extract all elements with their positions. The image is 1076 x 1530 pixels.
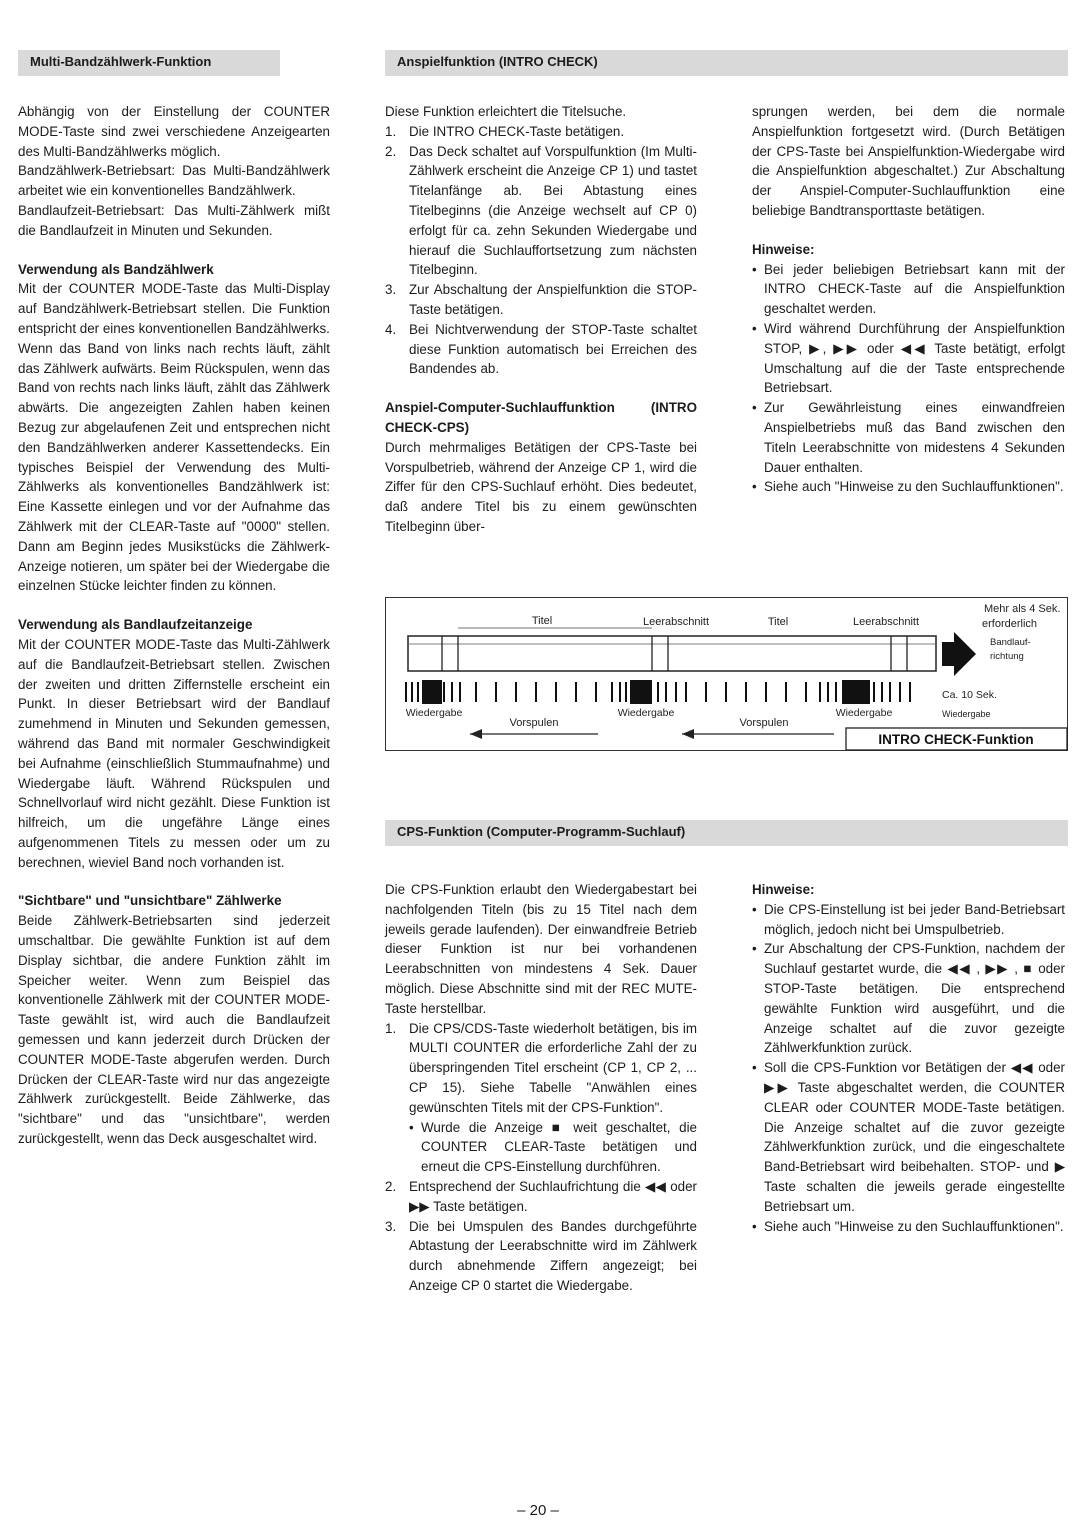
label-playback-3: Wiedergabe [835,707,893,719]
list-item: • Wird während Durchführung der Anspielfunktion STOP, ▶, ▶▶ oder ◀◀ Taste betätigt, erfolgt Umschaltung auf die der Taste entsprechende Betriebsart. [752,319,1065,398]
paragraph: Diese Funktion erleichtert die Titelsuche. [385,104,627,119]
diagram-caption: INTRO CHECK-Funktion [878,732,1034,747]
label-playback-note: Wiedergabe [942,709,991,719]
paragraph: sprungen werden, bei dem die normale Anspielfunktion fortgesetzt wird. (Durch Betätigen der CPS-Taste bei Anspielfunktion-Wiedergabe wird die Anspielfunktion abgeschaltet.) Zur Abschaltung der Anspiel-Computer-Suchlauffunktion eine beliebige Bandtransporttaste betätigen. [752,104,1065,218]
column-intro-check [385,102,697,537]
list-item: • Siehe auch "Hinweise zu den Suchlauffunktionen". [752,1217,1065,1237]
column-cps [385,880,697,1296]
section-title-intro: Anspielfunktion (INTRO CHECK) [397,54,598,69]
rewind-arrow-2 [682,729,694,739]
list-item: 2. Das Deck schaltet auf Vorspulfunktion (Im Multi-Zählwerk erscheint die Anzeige CP 1) und tastet Titelanfänge ab. Bei Abtastung eines Titelbeginns (die Anzeige wechselt auf CP 0) erfolgt für ca. zehn Sekunden Wiedergabe und hierauf die Suchlauffortsetzung zum nächsten Titelbeginn. [385,143,697,278]
section-header-cps [385,820,1068,846]
step-list [385,122,697,379]
column-multi-counter [18,102,330,1149]
label-approx-10s: Ca. 10 Sek. [942,689,997,701]
list-item: 2. Entsprechend der Suchlaufrichtung die ◀◀ oder ▶▶ Taste betätigen. [385,1178,697,1214]
column-cps-notes [752,880,1065,1236]
paragraph: Bandzählwerk-Betriebsart: Das Multi-Bandzählwerk arbeitet wie ein konventionelles Bandzählwerk. [18,163,330,199]
intro-check-diagram [385,597,1068,751]
label-min-gap: Mehr als 4 Sek. [984,603,1061,615]
subheading: Anspiel-Computer-Suchlauffunktion (INTRO CHECK-CPS) [385,400,697,435]
paragraph: Bandlaufzeit-Betriebsart: Das Multi-Zählwerk mißt die Bandlaufzeit in Minuten und Sekunden. [18,202,330,238]
column-intro-notes [752,102,1065,497]
list-item: 1. Die CPS/CDS-Taste wiederholt betätigen, bis im MULTI COUNTER die erforderliche Zahl der zu überspringenden Titel erscheint (CP 1, CP 2, ... CP 15). Siehe Tabelle "Anwählen eines gewünschten Titels mit der CPS-Funktion". • Wurde die Anzeige ■ weit geschaltet, die COUNTER CLEAR-Taste betätigen und erneut die CPS-Einstellung durchführen. [385,1019,697,1177]
step-list [385,1019,697,1296]
label-gap-1: Leerabschnitt [642,616,710,628]
subheading: Hinweise: [752,241,815,257]
label-tape-dir-1: Bandlauf- [990,637,1031,648]
playback-block-2 [630,680,652,704]
playback-block-1 [422,680,442,704]
label-required: erforderlich [982,618,1038,630]
note-list [752,900,1065,1237]
label-ffwd-2: Vorspulen [739,717,789,729]
paragraph: Durch mehrmaliges Betätigen der CPS-Taste bei Vorspulbetrieb, während der Anzeige CP 1, wird die Ziffer für den CPS-Suchlauf erhöht. Dies bedeutet, daß andere Titel bis zu einem gewünschten Titelbeginn über- [385,439,697,534]
label-playback-2: Wiedergabe [617,707,675,719]
paragraph: Mit der COUNTER MODE-Taste das Multi-Display auf Bandzählwerk-Betriebsart stellen. Die Funktion entspricht der eines konventionellen Bandzählwerks. [18,281,330,336]
paragraph: Mit der COUNTER MODE-Taste das Multi-Zählwerk auf die Bandlaufzeit-Betriebsart stellen. Zwischen der zweiten und dritten Ziffernstelle erscheint ein Punkt. In dieser Betriebsart wird der Bandlauf zumehmend in Minuten und Sekunden gemessen, während das Band mit normaler Geschwindigkeit bei Aufnahme (einschließlich Stummaufnahme) und Wiedergabe läuft. Während Rückspulen und Schnellvorlauf wird nicht gezählt. Diese Funktion ist hilfreich, um die ungefähre Länge eines aufgenommenen Titels zu messen oder um zu berechnen, wieviel Band noch vorhanden ist. [18,636,330,870]
sub-note: • Wurde die Anzeige ■ weit geschaltet, die COUNTER CLEAR-Taste betätigen und erneut die CPS-Einstellung durchführen. [409,1118,697,1177]
label-playback-1: Wiedergabe [405,707,463,719]
subheading: Verwendung als Bandlaufzeitanzeige [18,617,253,633]
paragraph: Wenn das Band von links nach rechts läuft, zählt das Zählwerk aufwärts. Beim Rückspulen, wenn das Band von rechts nach links läuft, zählt das Zählwerk abwärts. Die angezeigten Zahlen haben keinen Bezug zur abgelaufenen Zeit und entsprechen nicht den Bandzählwerken anderer Kassettendecks. Ein typisches Beispiel der Verwendung des Multi-Zählwerks als konventionelles Bandzählwerk ist: Eine Kassette einlegen und vor der Aufnahme das Zählwerk mit der CLEAR-Taste auf "0000" stellen. Dann am Beginn jedes Musikstücks die Zählwerk-Anzeige notieren, um später bei der Wiedergabe die einzelnen Stücke leichter finden zu können. [18,340,330,594]
subheading: Verwendung als Bandzählwerk [18,261,214,277]
list-item: • Zur Abschaltung der CPS-Funktion, nachdem der Suchlauf gestartet wurde, die ◀◀ , ▶▶ , ■ oder STOP-Taste betätigen. Die entsprechend gewählte Funktion wird ausgeführt, und die Anzeige schaltet auf die zuvor gezeigte Zählwerkfunktion zurück. [752,939,1065,1058]
section-title-cps: CPS-Funktion (Computer-Programm-Suchlauf) [397,824,686,839]
label-ffwd-1: Vorspulen [509,717,559,729]
list-item: • Zur Gewährleistung eines einwandfreien Anspielbetriebs muß das Band zwischen den Titeln Leerabschnitte von midestens 4 Sekunden Dauer enthalten. [752,398,1065,477]
list-item: • Die CPS-Einstellung ist bei jeder Band-Betriebsart möglich, jedoch nicht bei Umspulbetrieb. [752,900,1065,940]
label-gap-2: Leerabschnitt [852,616,920,628]
note-list [752,260,1065,498]
page-number: – 20 – [517,1502,559,1519]
section-title-multi: Multi-Bandzählwerk-Funktion [30,54,212,69]
label-title-1: Titel [531,615,553,627]
paragraph: Beide Zählwerk-Betriebsarten sind jederzeit umschaltbar. Die gewählte Funktion ist auf dem Display sichtbar, die andere Funktion zählt im Speicher weiter. Wenn zum Beispiel das konventionelle Zählwerk mit der COUNTER MODE-Taste gewählt ist, wird auch die Bandlaufzeit gemessen und kann jederzeit durch Drücken der COUNTER MODE-Taste abgerufen werden. Durch Drücken der CLEAR-Taste wird nur das angezeigte Zählwerk zurückgestellt. Beide Zählwerke, das "sichtbare" und das "unsichtbare", werden zurückgestellt, wenn das Deck ausgeschaltet wird. [18,913,330,1147]
list-item: 3. Zur Abschaltung der Anspielfunktion die STOP-Taste betätigen. [385,282,697,317]
tape-direction-arrow [942,632,976,676]
tape-strip [408,636,936,671]
list-item: 1. Die INTRO CHECK-Taste betätigen. [385,123,625,139]
label-tape-dir-2: richtung [990,651,1024,662]
list-item: • Bei jeder beliebigen Betriebsart kann mit der INTRO CHECK-Taste auf die Anspielfunktion geschaltet werden. [752,260,1065,319]
subheading: "Sichtbare" und "unsichtbare" Zählwerke [18,893,282,909]
playback-block-3 [842,680,870,704]
section-header-intro [385,50,1068,76]
paragraph: Die CPS-Funktion erlaubt den Wiedergabestart bei nachfolgenden Titeln (bis zu 15 Titel nach dem jeweils gerade laufenden). Der einwandfreie Betrieb dieser Funktion ist nur bei vorhandenen Leerabschnitten von mindestens 4 Sek. Dauer möglich. Diese Abschnitte sind mit der REC MUTE-Taste herstellbar. [385,882,697,1016]
list-item: • Siehe auch "Hinweise zu den Suchlauffunktionen". [752,477,1065,497]
section-header-multi [18,50,280,76]
list-item: • Soll die CPS-Funktion vor Betätigen der ◀◀ oder ▶▶ Taste abgeschaltet werden, die COUNTER CLEAR oder COUNTER MODE-Taste betätigen. Die Anzeige schaltet auf die zuvor gezeigte Zählwerkfunktion zurück, und die eingeschaltete Band-Betriebsart wird beibehalten. STOP- und ▶ Taste schalten die jeweils gerade eingestellte Betriebsart um. [752,1058,1065,1216]
rewind-arrow-1 [470,729,482,739]
label-title-2: Titel [767,616,789,628]
tick-marks [406,682,910,702]
list-item: 3. Die bei Umspulen des Bandes durchgeführte Abtastung der Leerabschnitte wird im Zählwerk durch abnehmende Ziffern angezeigt; bei Anzeige CP 0 startet die Wiedergabe. [385,1218,697,1293]
subheading: Hinweise: [752,882,815,897]
paragraph: Abhängig von der Einstellung der COUNTER MODE-Taste sind zwei verschiedene Anzeigearten des Multi-Bandzählwerks möglich. [18,104,330,159]
list-item: 4. Bei Nichtverwendung der STOP-Taste schaltet diese Funktion automatisch bei Erreichen des Bandendes ab. [385,321,697,377]
